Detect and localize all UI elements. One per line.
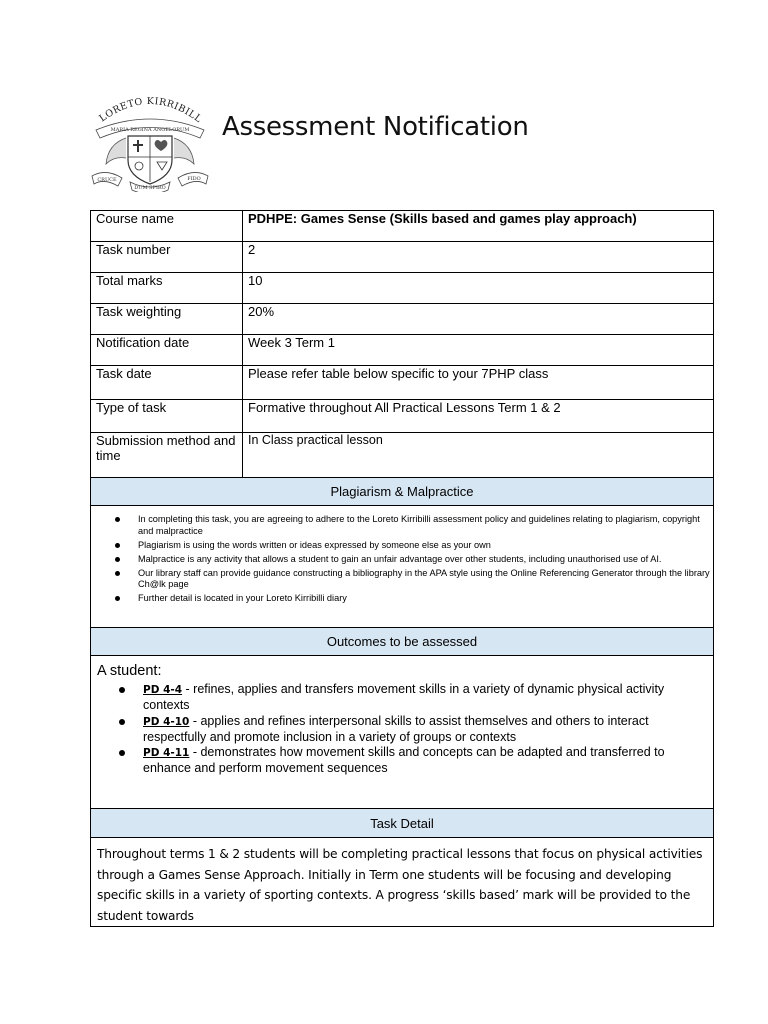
task-detail-header-row (91, 809, 714, 838)
course-name-value: PDHPE: Games Sense (Skills based and games play approach) (243, 211, 714, 242)
row-total-marks (91, 273, 714, 304)
notification-date-value: Week 3 Term 1 (243, 335, 714, 366)
row-task-date (91, 366, 714, 400)
crest-motto-top: LORETO KIRRIBILL (97, 95, 204, 126)
plagiarism-row (91, 506, 714, 628)
row-task-number (91, 242, 714, 273)
outcome-text: - refines, applies and transfers movement skills in a variety of dynamic physical activity contexts (143, 682, 665, 712)
outcome-code: PD 4-4 (143, 684, 183, 696)
outcome-code: PD 4-11 (143, 747, 190, 759)
outcome-item (143, 745, 708, 776)
task-weighting-value: 20% (243, 304, 714, 335)
row-submission (91, 433, 714, 478)
submission-value: In Class practical lesson (243, 433, 714, 478)
row-course-name (91, 211, 714, 242)
total-marks-label: Total marks (91, 273, 243, 304)
task-weighting-label: Task weighting (91, 304, 243, 335)
row-type-of-task (91, 400, 714, 433)
type-of-task-value: Formative throughout All Practical Lessons Term 1 & 2 (243, 400, 714, 433)
outcomes-intro: A student: (97, 663, 162, 679)
outcome-text: - demonstrates how movement skills and concepts can be adapted and transferred to enhance and perform movement sequences (143, 745, 665, 775)
notification-date-label: Notification date (91, 335, 243, 366)
task-number-value: 2 (243, 242, 714, 273)
plagiarism-item: Further detail is located in your Loreto Kirribilli diary (138, 593, 713, 605)
row-notification-date (91, 335, 714, 366)
crest-motto-left: CRUCE (97, 177, 117, 183)
outcomes-list (96, 679, 708, 776)
outcome-item (143, 682, 708, 713)
type-of-task-label: Type of task (91, 400, 243, 433)
outcome-code: PD 4-10 (143, 715, 190, 728)
outcomes-header-row (91, 628, 714, 656)
plagiarism-item: Malpractice is any activity that allows a student to gain an unfair advantage over other students, including unauthorised use of AI. (138, 554, 713, 566)
task-number-label: Task number (91, 242, 243, 273)
task-detail-heading: Task Detail (91, 809, 714, 838)
outcomes-heading: Outcomes to be assessed (91, 628, 714, 656)
assessment-table (90, 210, 714, 927)
plagiarism-heading: Plagiarism & Malpractice (91, 478, 714, 506)
crest-banner-text: MARIA REGINA ANGELORUM (110, 127, 190, 133)
task-detail-text: Throughout terms 1 & 2 students will be completing practical lessons that focus on physical activities through a Games Sense Approach. Initially in Term one students will be focusing and developing specific skills in a variety of sporting contexts. A progress ‘skills based’ mark will be provided to the student towards (97, 847, 703, 923)
plagiarism-header-row (91, 478, 714, 506)
outcome-text: - applies and refines interpersonal skills to assist themselves and others to interact respectfully and promote inclusion in a variety of groups or contexts (143, 713, 649, 744)
row-task-weighting (91, 304, 714, 335)
crest-motto-middle: DUM SPIRO (134, 185, 166, 191)
plagiarism-item: In completing this task, you are agreeing to adhere to the Loreto Kirribilli assessment policy and guidelines relating to plagiarism, copyright and malpractice (138, 514, 713, 537)
submission-label: Submission method and time (91, 433, 243, 478)
plagiarism-list (91, 506, 713, 605)
page-title: Assessment Notification (222, 112, 529, 142)
plagiarism-item: Our library staff can provide guidance constructing a bibliography in the APA style using the Online Referencing Generator through the library Ch@lk page (138, 568, 713, 591)
total-marks-value: 10 (243, 273, 714, 304)
outcomes-row (91, 656, 714, 809)
task-date-label: Task date (91, 366, 243, 400)
plagiarism-item: Plagiarism is using the words written or ideas expressed by someone else as your own (138, 540, 713, 552)
outcome-item (143, 714, 708, 745)
task-date-value: Please refer table below specific to your 7PHP class (243, 366, 714, 400)
course-name-label: Course name (91, 211, 243, 242)
school-crest (90, 92, 210, 192)
crest-motto-right: FIDO (187, 176, 201, 182)
task-detail-row (91, 838, 714, 927)
